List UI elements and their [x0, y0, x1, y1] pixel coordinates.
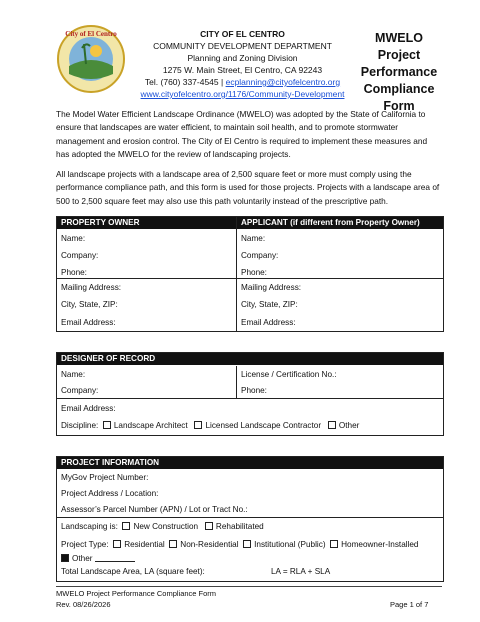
applicant-phone-field[interactable]: Phone:: [241, 268, 267, 277]
project-type-row: [57, 540, 419, 550]
owner-name-field[interactable]: Name:: [61, 234, 86, 243]
intro-paragraph-1: The Model Water Efficient Landscape Ordinance (MWELO) was adopted by the State of California to ensure that landscapes are water efficient, to maintain soil health, and to promote stormwater management and erosion control. The City of El Centro is required to implement these measures and has adopted the MWELO for the review of landscaping projects.: [56, 109, 428, 159]
project-type-label: Project Type:: [61, 540, 109, 549]
licensed-contractor-checkbox[interactable]: [194, 421, 202, 429]
page-number: Page 1 of 7: [390, 600, 429, 609]
agency-email-link[interactable]: ecplanning@cityofelcentro.org: [225, 77, 341, 87]
applicant-email-field[interactable]: Email Address:: [241, 318, 296, 327]
homeowner-installed-checkbox[interactable]: [330, 540, 338, 548]
project-info-table: [56, 456, 444, 582]
city-name: CITY OF EL CENTRO: [200, 29, 285, 39]
applicant-city-field[interactable]: City, State, ZIP:: [241, 300, 298, 309]
la-formula: LA = RLA + SLA: [271, 567, 331, 576]
agency-header: [130, 28, 355, 100]
footer-divider: [56, 586, 442, 587]
agency-address: 1275 W. Main Street, El Centro, CA 92243: [162, 65, 323, 75]
form-title: [355, 30, 443, 115]
institutional-checkbox[interactable]: [243, 540, 251, 548]
project-type-other-label: Other: [72, 554, 93, 563]
discipline-other-checkbox[interactable]: [328, 421, 336, 429]
rehabilitated-checkbox[interactable]: [205, 522, 213, 530]
discipline-row: [57, 421, 359, 431]
agency-phone: Tel. (760) 337-4545 |: [144, 77, 224, 87]
landscape-architect-checkbox[interactable]: [103, 421, 111, 429]
designer-table: [56, 352, 444, 436]
owner-header: PROPERTY OWNER: [57, 217, 236, 229]
applicant-name-field[interactable]: Name:: [241, 234, 266, 243]
logo-text: City of El Centro: [65, 30, 117, 38]
footer-form-name: MWELO Project Performance Compliance Form: [56, 589, 217, 598]
licensed-contractor-label: Licensed Landscape Contractor: [205, 421, 322, 430]
designer-license-field[interactable]: License / Certification No.:: [241, 370, 337, 379]
project-type-other-checkbox[interactable]: [61, 554, 69, 562]
total-area-field[interactable]: Total Landscape Area, LA (square feet):: [61, 567, 205, 576]
discipline-other-label: Other: [338, 421, 360, 430]
designer-header: DESIGNER OF RECORD: [57, 353, 443, 365]
project-type-other-input[interactable]: [95, 553, 135, 562]
rehabilitated-label: Rehabilitated: [215, 522, 264, 531]
residential-label: Residential: [124, 540, 165, 549]
discipline-label: Discipline:: [61, 421, 99, 430]
project-type-other-row: [57, 553, 135, 564]
contact-line: [130, 76, 355, 88]
homeowner-installed-label: Homeowner-Installed: [341, 540, 419, 549]
mygov-number-field[interactable]: MyGov Project Number:: [61, 473, 149, 482]
non-residential-label: Non-Residential: [180, 540, 239, 549]
city-logo: [56, 24, 126, 94]
institutional-label: Institutional (Public): [254, 540, 326, 549]
landscaping-row: [57, 522, 264, 532]
owner-applicant-table: [56, 216, 444, 332]
new-construction-checkbox[interactable]: [122, 522, 130, 530]
landscaping-label: Landscaping is:: [61, 522, 118, 531]
owner-company-field[interactable]: Company:: [61, 251, 99, 260]
owner-phone-field[interactable]: Phone:: [61, 268, 87, 277]
applicant-header: APPLICANT (if different from Property Owner): [237, 217, 443, 229]
landscape-architect-label: Landscape Architect: [113, 421, 188, 430]
designer-name-field[interactable]: Name:: [61, 370, 86, 379]
footer-revision: Rev. 08/26/2026: [56, 600, 111, 609]
designer-phone-field[interactable]: Phone:: [241, 386, 267, 395]
owner-mailing-field[interactable]: Mailing Address:: [61, 283, 122, 292]
non-residential-checkbox[interactable]: [169, 540, 177, 548]
owner-email-field[interactable]: Email Address:: [61, 318, 116, 327]
title-line-4: Form: [383, 99, 415, 113]
intro-paragraph-2: All landscape projects with a landscape area of 2,500 square feet or more must comply using the performance compliance path, and this form is used for those projects. Projects with a landscape area of 500 to 2,500 square feet may also use this path voluntarily instead of the prescriptive path.: [56, 169, 440, 206]
applicant-mailing-field[interactable]: Mailing Address:: [241, 283, 302, 292]
title-line-3: Compliance: [363, 82, 435, 96]
designer-company-field[interactable]: Company:: [61, 386, 99, 395]
division-name: Planning and Zoning Division: [187, 53, 298, 63]
apn-field[interactable]: Assessor’s Parcel Number (APN) / Lot or Tract No.:: [61, 505, 248, 514]
project-address-field[interactable]: Project Address / Location:: [61, 489, 159, 498]
agency-website-link[interactable]: www.cityofelcentro.org/1176/Community-Development: [140, 89, 345, 99]
applicant-company-field[interactable]: Company:: [241, 251, 279, 260]
residential-checkbox[interactable]: [113, 540, 121, 548]
project-header: PROJECT INFORMATION: [57, 457, 443, 469]
owner-city-field[interactable]: City, State, ZIP:: [61, 300, 118, 309]
title-line-2: Performance: [360, 65, 438, 79]
designer-email-field[interactable]: Email Address:: [61, 404, 116, 413]
title-line-1: MWELO Project: [375, 31, 423, 62]
department-name: COMMUNITY DEVELOPMENT DEPARTMENT: [153, 41, 332, 51]
new-construction-label: New Construction: [133, 522, 199, 531]
